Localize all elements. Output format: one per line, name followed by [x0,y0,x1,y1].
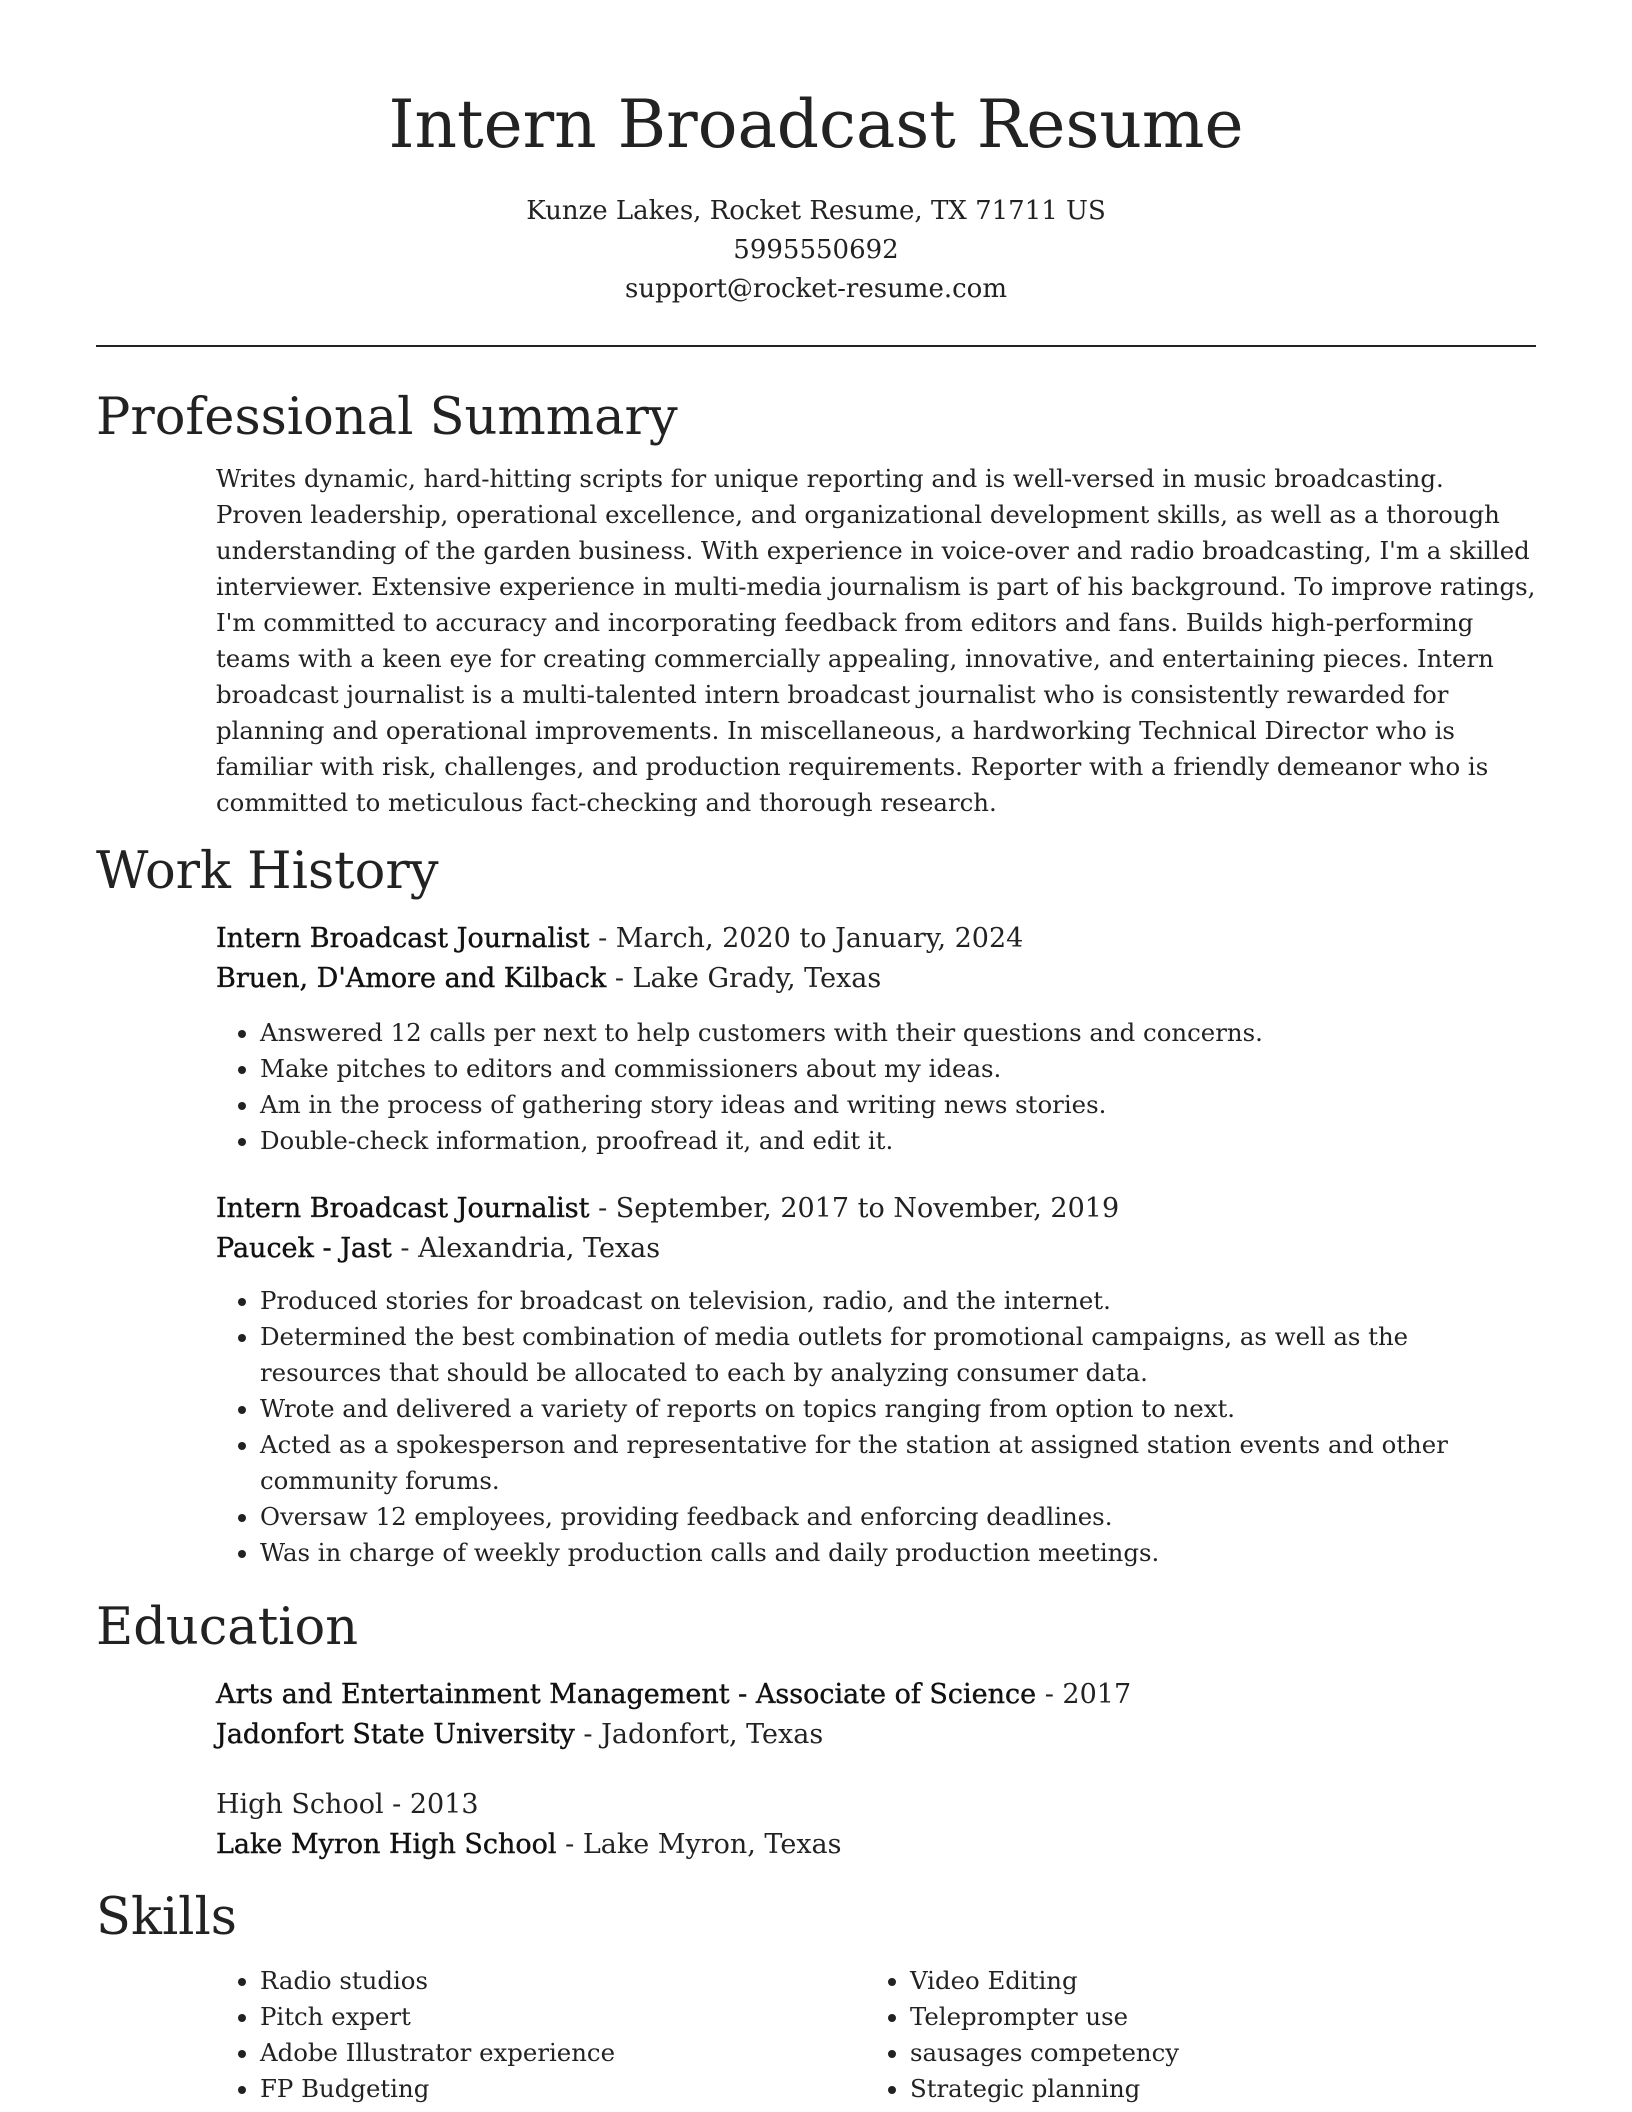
job-position: Intern Broadcast Journalist [216,1193,590,1224]
contact-address: Kunze Lakes, Rocket Resume, TX 71711 US [526,196,1106,226]
list-item: • Determined the best combination of media outlets for promotional campaigns, as well as the resources that should be allocated to each by analyzing consumer data. [260,1319,1536,1391]
job-location: - Lake Grady, Texas [606,963,882,994]
job-title-line [216,919,1536,959]
list-item: • Adobe Illustrator experience [260,2035,866,2071]
list-item: • Was in charge of weekly production calls and daily production meetings. [260,1535,1536,1571]
education-degree: Arts and Entertainment Management - Associate of Science [216,1679,1037,1710]
job-entry [216,919,1536,1159]
job-bullets [216,1283,1536,1571]
skills-list-left [216,1963,866,2107]
list-item: • Video Editing [910,1963,1516,1999]
work-history-section [96,839,1536,1571]
list-item: • FP Budgeting [260,2071,866,2107]
skills-heading: Skills [96,1888,237,1947]
education-school-line [216,1715,1536,1755]
summary-section [96,385,1536,821]
skills-column-right [866,1963,1516,2107]
list-item: • Pitch expert [260,1999,866,2035]
job-title-line [216,1189,1536,1229]
job-dates: - September, 2017 to November, 2019 [589,1193,1120,1224]
education-entry [216,1785,1536,1865]
education-location: - Jadonfort, Texas [574,1719,824,1750]
resume-header [96,0,1536,309]
education-school-line [216,1825,1536,1865]
summary-heading: Professional Summary [96,388,678,447]
contact-block [96,192,1536,309]
work-history-heading: Work History [96,842,439,901]
list-item: • sausages competency [910,2035,1516,2071]
education-degree-line [216,1675,1536,1715]
job-bullets [216,1015,1536,1159]
list-item: • Double-check information, proofread it, and edit it. [260,1123,1536,1159]
education-degree-line [216,1785,1536,1825]
job-company: Bruen, D'Amore and Kilback [216,963,607,994]
contact-phone: 5995550692 [733,235,899,265]
job-position: Intern Broadcast Journalist [216,923,590,954]
education-heading: Education [96,1598,359,1657]
education-school: Jadonfort State University [216,1719,575,1750]
skills-section [96,1885,1536,2107]
education-year: - 2017 [1036,1679,1132,1710]
list-item: • Oversaw 12 employees, providing feedback and enforcing deadlines. [260,1499,1536,1535]
list-item: • Teleprompter use [910,1999,1516,2035]
job-location: - Alexandria, Texas [391,1233,661,1264]
list-item: • Answered 12 calls per next to help customers with their questions and concerns. [260,1015,1536,1051]
education-year: High School - 2013 [216,1789,479,1820]
list-item: • Produced stories for broadcast on television, radio, and the internet. [260,1283,1536,1319]
summary-text: Writes dynamic, hard-hitting scripts for unique reporting and is well-versed in music broadcasting. Proven leadership, operational excellence, and organizational development skills, as well as a thorough understanding of the garden business. With experience in voice-over and radio broadcasting, I'm a skilled interviewer. Extensive experience in multi-media journalism is part of his background. To improve ratings, I'm committed to accuracy and incorporating feedback from editors and fans. Builds high-performing teams with a keen eye for creating commercially appealing, innovative, and entertaining pieces. Intern broadcast journalist is a multi-talented intern broadcast journalist who is consistently rewarded for planning and operational improvements. In miscellaneous, a hardworking Technical Director who is familiar with risk, challenges, and production requirements. Reporter with a friendly demeanor who is committed to meticulous fact-checking and thorough research. [216,464,1536,817]
education-location: - Lake Myron, Texas [556,1829,842,1860]
job-company-line [216,959,1536,999]
skills-grid [216,1963,1536,2107]
education-section [96,1595,1536,1865]
education-entry [216,1675,1536,1755]
skills-column-left [216,1963,866,2107]
list-item: • Am in the process of gathering story ideas and writing news stories. [260,1087,1536,1123]
skills-list-right [866,1963,1516,2107]
list-item: • Acted as a spokesperson and representative for the station at assigned station events and other community forums. [260,1427,1536,1499]
resume-title: Intern Broadcast Resume [388,86,1244,163]
education-school: Lake Myron High School [216,1829,557,1860]
job-entry [216,1189,1536,1571]
list-item: • Wrote and delivered a variety of reports on topics ranging from option to next. [260,1391,1536,1427]
header-divider [96,345,1536,347]
list-item: • Make pitches to editors and commissioners about my ideas. [260,1051,1536,1087]
list-item: • Strategic planning [910,2071,1516,2107]
job-company: Paucek - Jast [216,1233,392,1264]
list-item: • Radio studios [260,1963,866,1999]
job-dates: - March, 2020 to January, 2024 [589,923,1024,954]
contact-email: support@rocket-resume.com [624,274,1007,304]
job-company-line [216,1229,1536,1269]
